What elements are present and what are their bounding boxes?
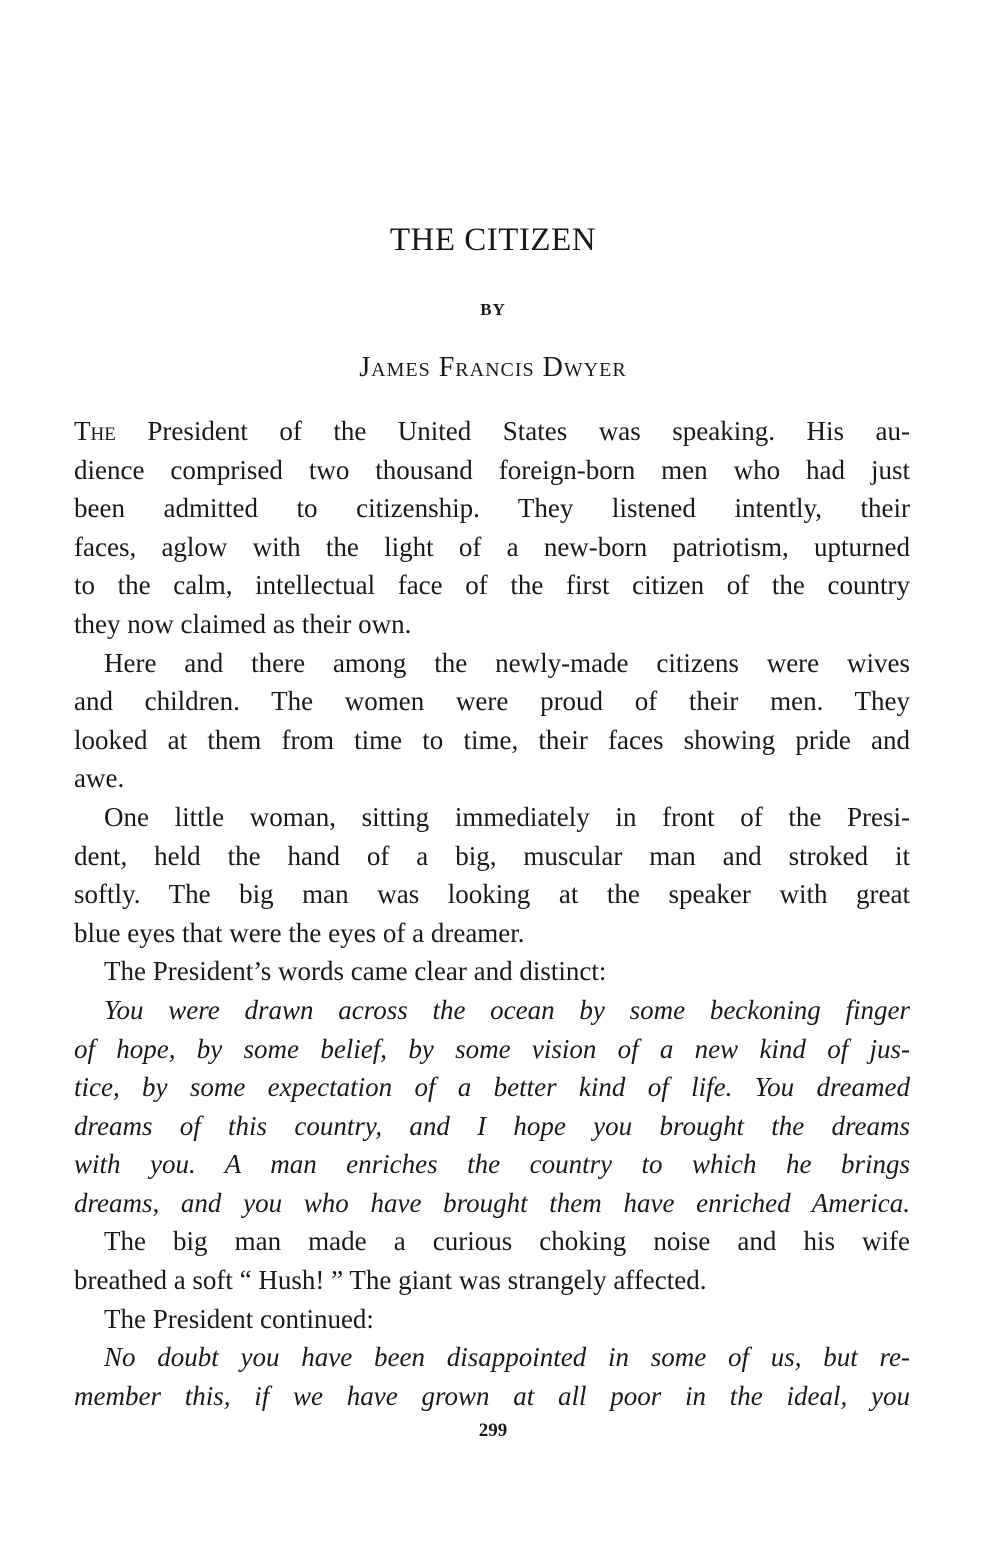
text-line: dent, held the hand of a big, muscular man and stroked it — [74, 840, 910, 871]
byline: BY — [480, 300, 506, 319]
text-line: The President of the United States was speaking. His au- — [74, 416, 910, 446]
text-line: The big man made a curious choking noise and his wife — [104, 1226, 910, 1257]
quote-line: with you. A man enriches the country to which he brings — [74, 1149, 910, 1180]
quote-line: dreams of this country, and I hope you brought the dreams — [74, 1110, 910, 1141]
text-line: blue eyes that were the eyes of a dreamer. — [74, 917, 525, 948]
text-line: Here and there among the newly-made citizens were wives — [104, 647, 910, 678]
quote-line: of hope, by some belief, by some vision of a new kind of jus- — [74, 1033, 910, 1064]
quote-line: member this, if we have grown at all poor in the ideal, you — [74, 1380, 910, 1411]
author-name: James Francis Dwyer — [359, 352, 627, 383]
text-line: One little woman, sitting immediately in front of the Presi- — [104, 801, 910, 832]
text-line: breathed a soft “ Hush! ” The giant was strangely affected. — [74, 1265, 707, 1296]
text-line: and children. The women were proud of their men. They — [74, 686, 910, 717]
quote-line: You were drawn across the ocean by some beckoning finger — [104, 994, 910, 1025]
body-text — [74, 412, 910, 1415]
page-number: 299 — [478, 1420, 508, 1441]
text-line: faces, aglow with the light of a new-born patriotism, upturned — [74, 531, 910, 562]
text-line: The President’s words came clear and distinct: — [104, 956, 607, 987]
text-line: awe. — [74, 763, 125, 794]
text-line: to the calm, intellectual face of the first citizen of the country — [74, 570, 910, 601]
quote-line: tice, by some expectation of a better kind of life. You dreamed — [74, 1072, 910, 1103]
text-line: The President continued: — [104, 1303, 374, 1334]
quote-line: No doubt you have been disappointed in some of us, but re- — [104, 1342, 910, 1373]
text-line: softly. The big man was looking at the speaker with great — [74, 879, 910, 910]
drop-word: The — [74, 416, 116, 446]
text-line: been admitted to citizenship. They listened intently, their — [74, 493, 910, 524]
text-line: looked at them from time to time, their faces showing pride and — [74, 724, 910, 755]
text-line: dience comprised two thousand foreign-born men who had just — [74, 454, 910, 485]
chapter-title: THE CITIZEN — [389, 222, 597, 258]
text-line: they now claimed as their own. — [74, 608, 412, 639]
quote-line: dreams, and you who have brought them have enriched America. — [74, 1187, 910, 1218]
